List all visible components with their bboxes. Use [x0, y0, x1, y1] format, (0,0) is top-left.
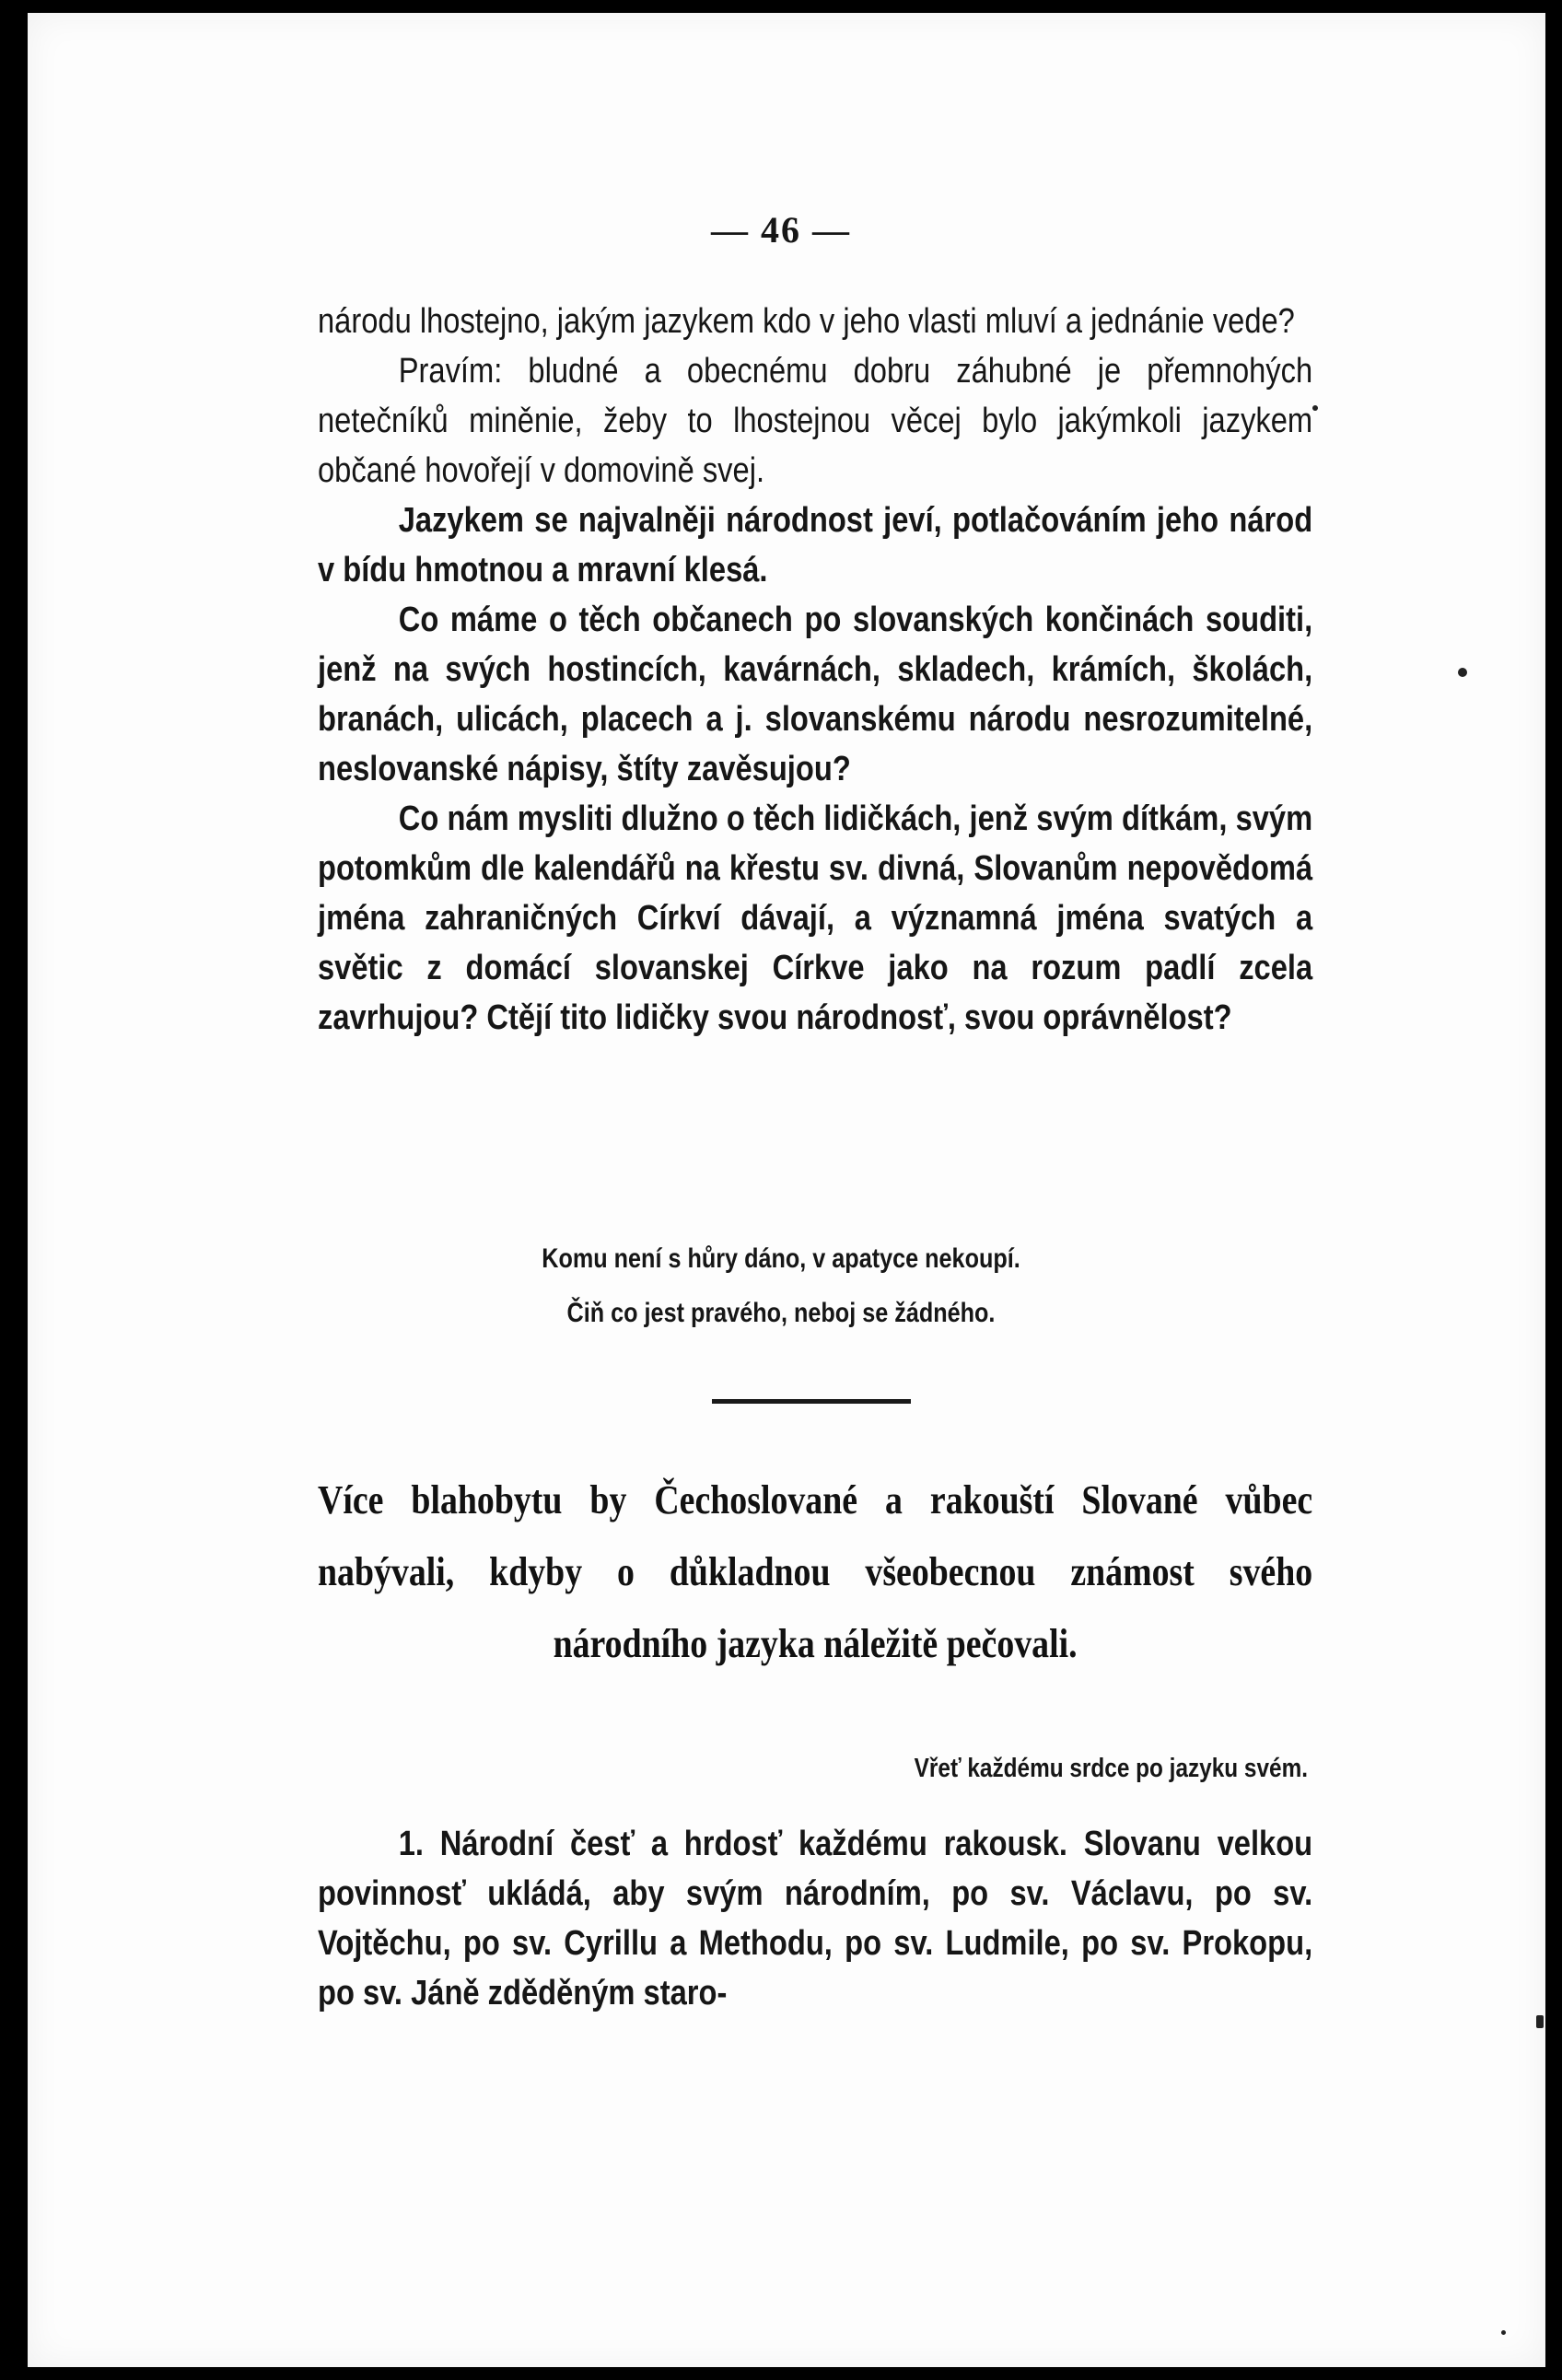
paragraph-continuation: národu lhostejno, jakým jazykem kdo v jeho vlasti mluví a jednánie vede? [318, 302, 1295, 341]
scan-speck [1536, 2015, 1544, 2028]
paragraph-jazykem: Jazykem se najvalněji národnost jeví, potlačováním jeho národ v bídu hmotnou a mravní klesá. [318, 501, 1313, 589]
section-text-block [318, 1819, 1312, 2018]
section-heading: Více blahobytu by Čechoslované a rakouští Slované vůbec nabývali, kdyby o důkladnou všeobecnou známost svého národního jazyka náležitě pečovali. [318, 1477, 1313, 1666]
paragraph-pravim: Pravím: bludné a obecnému dobru záhubné je přemnohých netečníků miněnie, žeby to lhostejnou věcej bylo jakýmkoli jazykem občané hovořejí v domovině svej. [318, 352, 1313, 490]
quote-line-2: Čiň co jest pravého, neboj se žádného. [566, 1298, 996, 1328]
scan-speck [1312, 405, 1318, 411]
paragraph-numbered-1: 1. Národní česť a hrdosť každému rakousk. Slovanu velkou povinnosť ukládá, aby svým národním, po sv. Václavu, po sv. Vojtěchu, po sv. Cyrillu a Methodu, po sv. Ludmile, po sv. Prokopu, po sv. Jáně zděděným staro- [318, 1825, 1313, 2012]
paragraph-co-nam: Co nám mysliti dlužno o těch lidičkách, jenž svým dítkám, svým potomkům dle kalendářů na křestu sv. divná, Slovanům nepovědomá jména zahraničných Církví dávají, a významná jména svatých a světic z domácí slovanskej Církve jako na rozum padlí zcela zavrhujou? Ctějí tito lidičky svou národnosť, svou oprávnělost? [318, 799, 1313, 1037]
quote-line-1: Komu není s hůry dáno, v apatyce nekoupí. [542, 1243, 1020, 1274]
body-text-block [318, 297, 1312, 1043]
paragraph-co-mame: Co máme o těch občanech po slovanských končinách souditi, jenž na svých hostincích, kavárnách, skladech, krámích, školách, branách, ulicách, placech a j. slovanskému národu nesrozumitelné, neslovanské nápisy, štíty zavěsujou? [318, 601, 1313, 788]
scan-speck [1501, 2330, 1506, 2335]
section-motto: Vřeť každému srdce po jazyku svém. [914, 1754, 1308, 1783]
section-divider [712, 1399, 911, 1404]
page-number: — 46 — [711, 209, 851, 251]
scan-speck [1458, 668, 1467, 677]
